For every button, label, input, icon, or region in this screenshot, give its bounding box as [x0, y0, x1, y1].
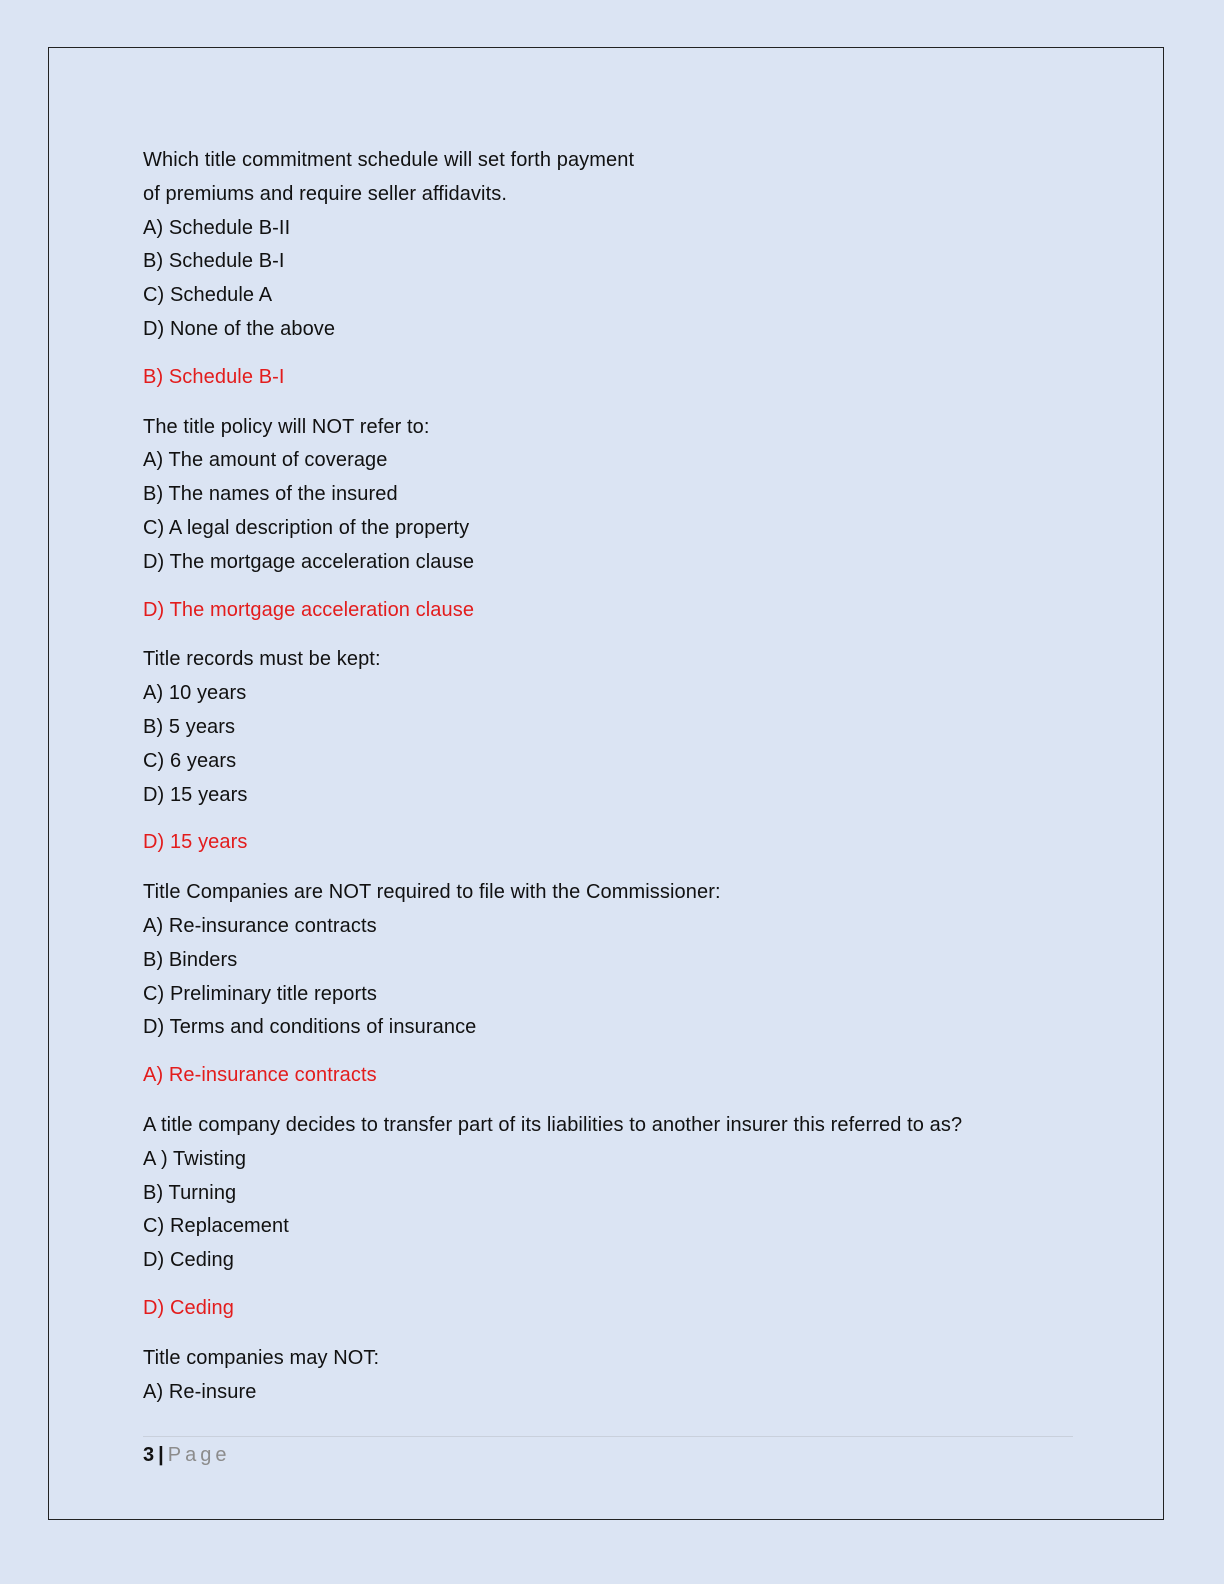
option-a: A ) Twisting [143, 1147, 247, 1170]
answer-text: D) 15 years [143, 831, 248, 854]
option-b: B) Turning [143, 1181, 237, 1204]
option-a: A) Schedule B-II [143, 216, 291, 239]
answer-text: D) Ceding [143, 1296, 234, 1319]
option-c: C) Replacement [143, 1215, 289, 1238]
question-2 [143, 411, 1073, 628]
question-6 [143, 1342, 1073, 1410]
option-b: B) The names of the insured [143, 483, 398, 506]
page-label: Page [167, 1444, 231, 1466]
option-a: A) The amount of coverage [143, 449, 388, 472]
option-d: D) Ceding [143, 1249, 234, 1272]
page-footer [143, 1436, 1073, 1469]
option-c: C) Preliminary title reports [143, 982, 377, 1005]
question-text: Which title commitment schedule will set forth payment [143, 149, 635, 171]
option-c: C) 6 years [143, 749, 237, 772]
option-b: B) Schedule B-I [143, 250, 285, 273]
page-number: 3 [143, 1444, 155, 1466]
question-text: The title policy will NOT refer to: [143, 415, 430, 438]
answer-text: B) Schedule B-I [143, 365, 285, 388]
question-list [143, 144, 1073, 1409]
question-text: A title company decides to transfer part of its liabilities to another insurer this referred to as? [143, 1113, 963, 1136]
option-b: B) 5 years [143, 715, 236, 738]
option-c: C) A legal description of the property [143, 516, 470, 539]
option-d: D) 15 years [143, 783, 248, 806]
option-a: A) Re-insure [143, 1380, 257, 1403]
question-4 [143, 876, 1073, 1093]
option-c: C) Schedule A [143, 284, 273, 307]
option-a: A) 10 years [143, 682, 247, 705]
answer-text: A) Re-insurance contracts [143, 1064, 377, 1087]
question-text: Title Companies are NOT required to file with the Commissioner: [143, 881, 721, 904]
question-3 [143, 643, 1073, 860]
question-1 [143, 144, 1073, 395]
question-text: Title companies may NOT: [143, 1346, 380, 1369]
option-d: D) None of the above [143, 317, 336, 340]
answer-text: D) The mortgage acceleration clause [143, 598, 475, 621]
question-text: of premiums and require seller affidavits. [143, 182, 507, 205]
question-text: Title records must be kept: [143, 648, 381, 671]
option-d: D) Terms and conditions of insurance [143, 1016, 477, 1039]
option-a: A) Re-insurance contracts [143, 914, 377, 937]
footer-separator: | [158, 1444, 164, 1466]
question-5 [143, 1109, 1073, 1326]
option-d: D) The mortgage acceleration clause [143, 550, 475, 573]
option-b: B) Binders [143, 948, 238, 971]
